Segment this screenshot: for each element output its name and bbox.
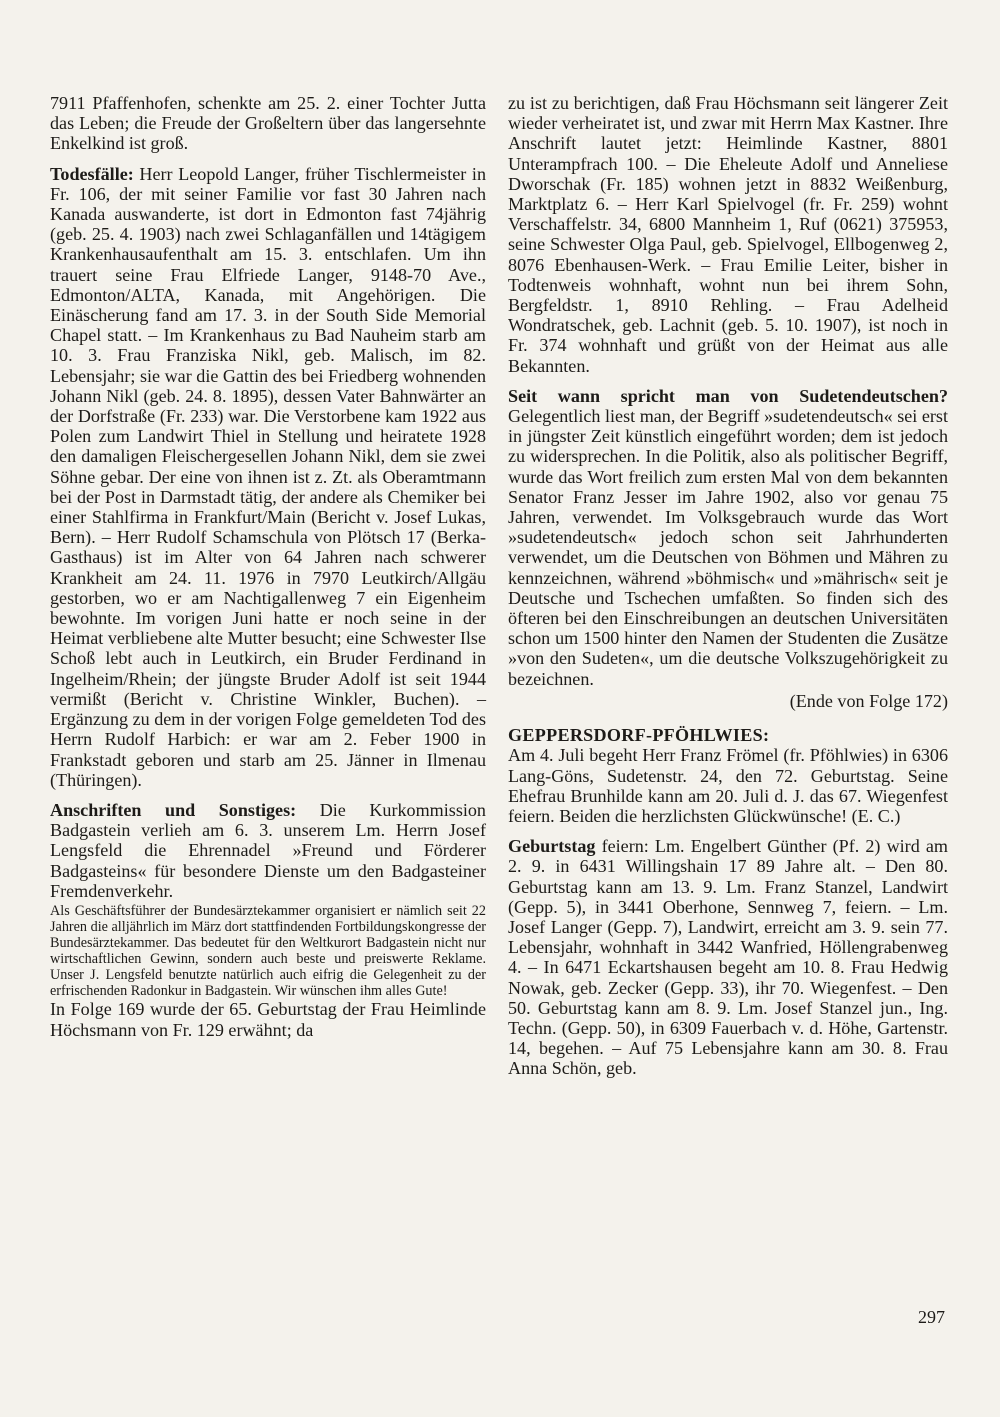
end-note: (Ende von Folge 172) bbox=[789, 690, 948, 711]
sudeten-text: Gelegentlich liest man, der Begriff »sudetendeutsch« sei erst in jüngster Zeit künstlich eingeführt worden; dem ist jedoch zu widersprechen. In die Politik, also als politischer Begriff, wurde das Wort freilich zum ersten Mal von dem bekannten Senator Franz Jesser im Jahre 1902, also vor genau 75 Jahren, verwendet. Im Volksgebrauch wurde das Wort »sudetendeutsch« jedoch schon seit Jahrhunderten verwendet, um die Deutschen von Böhmen und Mähren zu kennzeichnen, während »böhmisch« und »mährisch« seit je Deutsche und Tschechen umfaßten. So finden sich des öfteren bei den Einschreibungen an deutschen Universitäten schon um 1500 hinter den Namen der Studenten die Zusätze »von den Sudeten«, um die deutsche Volkszugehörigkeit zu bezeichnen. bbox=[508, 406, 948, 689]
page-number: 297 bbox=[918, 1307, 945, 1327]
left-column bbox=[50, 93, 486, 1040]
addresses-text: Die Kurkommission Badgastein verlieh am 6. 3. unserem Lm. Herrn Josef Lengsfeld die Ehrennadel »Freund und Förderer Badgasteins« für besondere Dienste um den Badgasteiner Fremdenverkehr. bbox=[50, 799, 486, 901]
addresses-paragraph bbox=[50, 800, 486, 901]
deaths-paragraph bbox=[50, 164, 486, 790]
sudeten-paragraph bbox=[508, 386, 948, 689]
froemel-paragraph: Am 4. Juli begeht Herr Franz Frömel (fr. Pföhlwies) in 6306 Lang-Göns, Sudetenstr. 24, den 72. Geburtstag. Seine Ehefrau Brunhilde kann am 20. Juli d. J. das 67. Wiegenfest feiern. Beiden die herzlichsten Glückwünsche! (E. C.) bbox=[508, 745, 948, 826]
deaths-text: Herr Leopold Langer, früher Tischlermeister in Fr. 106, der mit seiner Familie vor fast 30 Jahren nach Kanada auswanderte, ist dort in Edmonton fast 74jährig (geb. 25. 4. 1903) nach zwei Schlaganfällen und 14tägigem Krankenhausaufenthalt am 15. 3. entschlafen. Um ihn trauert seine Frau Elfriede Langer, 9148-70 Ave., Edmonton/ALTA, Kanada, mit Angehörigen. Die Einäscherung fand am 17. 3. in der South Side Memorial Chapel statt. – Im Krankenhaus zu Bad Nauheim starb am 10. 3. Frau Franziska Nikl, geb. Malisch, im 82. Lebensjahr; sie war die Gattin des bei Friedberg wohnenden Johann Nikl (geb. 24. 8. 1895), dessen Vater Bahnwärter an der Dorfstraße (Fr. 233) war. Die Verstorbene kam 1922 aus Polen zum Landwirt Thiel in Stellung und heiratete 1928 den damaligen Fleischergesellen Johann Nikl, dem sie zwei Söhne gebar. Der eine von ihnen ist z. Zt. als Oberamtmann bei der Post in Darmstadt tätig, der andere als Chemiker bei einer Stahlfirma in Frankfurt/Main (Bericht v. Josef Lukas, Bern). – Herr Rudolf Schamschula von Plötsch 17 (Berka-Gasthaus) ist im Alter von 64 Jahren nach schwerer Krankheit am 24. 11. 1976 in 7970 Leutkirch/Allgäu gestorben, wo er am Nachtigallenweg 7 ein Eigenheim bewohnte. Im vorigen Juni hatte er noch seine in der Heimat verbliebene alte Mutter besucht; eine Schwester Ilse Schoß lebt auch in Leutkirch, ein Bruder Ferdinand in Ingelheim/Rhein; der jüngste Bruder Adolf ist seit 1944 vermißt (Bericht v. Christine Winkler, Buchen). – Ergänzung zu dem in der vorigen Folge gemeldeten Tod des Herrn Rudolf Harbich: er war am 2. Feber 1900 in Frankstadt geboren und starb am 25. Jänner in Ilmenau (Thüringen). bbox=[50, 163, 486, 790]
small-print-paragraph: Als Geschäftsführer der Bundesärztekammer organisiert er nämlich seit 22 Jahren die alljährlich im März dort stattfindenden Fortbildungskongresse der Bundesärztekammer. Das bedeutet für den Weltkurort Badgastein nicht nur wirtschaftlichen Gewinn, sondern auch beste und preiswerte Reklame. Unser J. Lengsfeld benutzte natürlich auch eifrig die Gelegenheit zu der erfrischenden Radonkur in Badgastein. Wir wünschen ihm alles Gute! bbox=[50, 902, 486, 1000]
birth-notice: 7911 Pfaffenhofen, schenkte am 25. 2. einer Tochter Jutta das Leben; die Freude der Großeltern über das langersehnte Enkelkind ist groß. bbox=[50, 93, 486, 154]
birthday-heading: Geburtstag bbox=[508, 836, 596, 857]
deaths-heading: Todesfälle: bbox=[50, 163, 134, 184]
birthday-paragraph bbox=[508, 836, 948, 1078]
correction-paragraph-start: In Folge 169 wurde der 65. Geburtstag der Frau Heimlinde Höchsmann von Fr. 129 erwähnt; da bbox=[50, 999, 486, 1040]
sudeten-heading: Seit wann spricht man von Sudetendeutschen? bbox=[508, 385, 948, 406]
birthday-text: feiern: Lm. Engelbert Günther (Pf. 2) wird am 2. 9. in 6431 Willingshain 17 89 Jahre alt. – Den 80. Geburtstag kann am 13. 9. Lm. Franz Stanzel, Landwirt (Gepp. 5), in 3441 Oberhone, Sennweg 7, feiern. – Lm. Josef Langer (Gepp. 7), Landwirt, erreicht am 3. 9. sein 77. Lebensjahr, wohnhaft in 3442 Wanfried, Höllengrabenweg 4. – In 6471 Eckartshausen begeht am 10. 8. Frau Hedwig Nowak, geb. Zecker (Gepp. 33), ihr 70. Wiegenfest. – Den 50. Geburtstag kann am 8. 9. Lm. Josef Stanzel jun., Ing. Techn. (Gepp. 50), in 6309 Fauerbach v. d. Höhe, Gartenstr. 14, begehen. – Auf 75 Lebensjahre kann am 30. 8. Frau Anna Schön, geb. bbox=[508, 836, 948, 1079]
section-heading: GEPPERSDORF-PFÖHLWIES: bbox=[508, 725, 770, 746]
correction-paragraph-continued: zu ist zu berichtigen, daß Frau Höchsmann seit längerer Zeit wieder verheiratet ist, und zwar mit Herrn Max Kastner. Ihre Anschrift lautet jetzt: Heimlinde Kastner, 8801 Unterampfrach 100. – Die Eheleute Adolf und Anneliese Dworschak (Fr. 185) wohnen jetzt in 8832 Weißenburg, Marktplatz 6. – Herr Karl Spielvogel (fr. Fr. 259) wohnt Verschaffelstr. 34, 6800 Mannheim 1, Ruf (0621) 375953, seine Schwester Olga Paul, geb. Spielvogel, Ellbogenweg 2, 8076 Ebenhausen-Werk. – Frau Emilie Leiter, bisher in Todtenweis wohnhaft, wohnt nun bei ihrem Sohn, Bergfeldstr. 1, 8910 Rehling. – Frau Adelheid Wondratschek, geb. Lachnit (geb. 5. 10. 1907), ist noch in Fr. 374 wohnhaft und grüßt von der Heimat aus alle Bekannten. bbox=[508, 93, 948, 376]
right-column bbox=[508, 93, 948, 1079]
addresses-heading: Anschriften und Sonstiges: bbox=[50, 799, 297, 820]
